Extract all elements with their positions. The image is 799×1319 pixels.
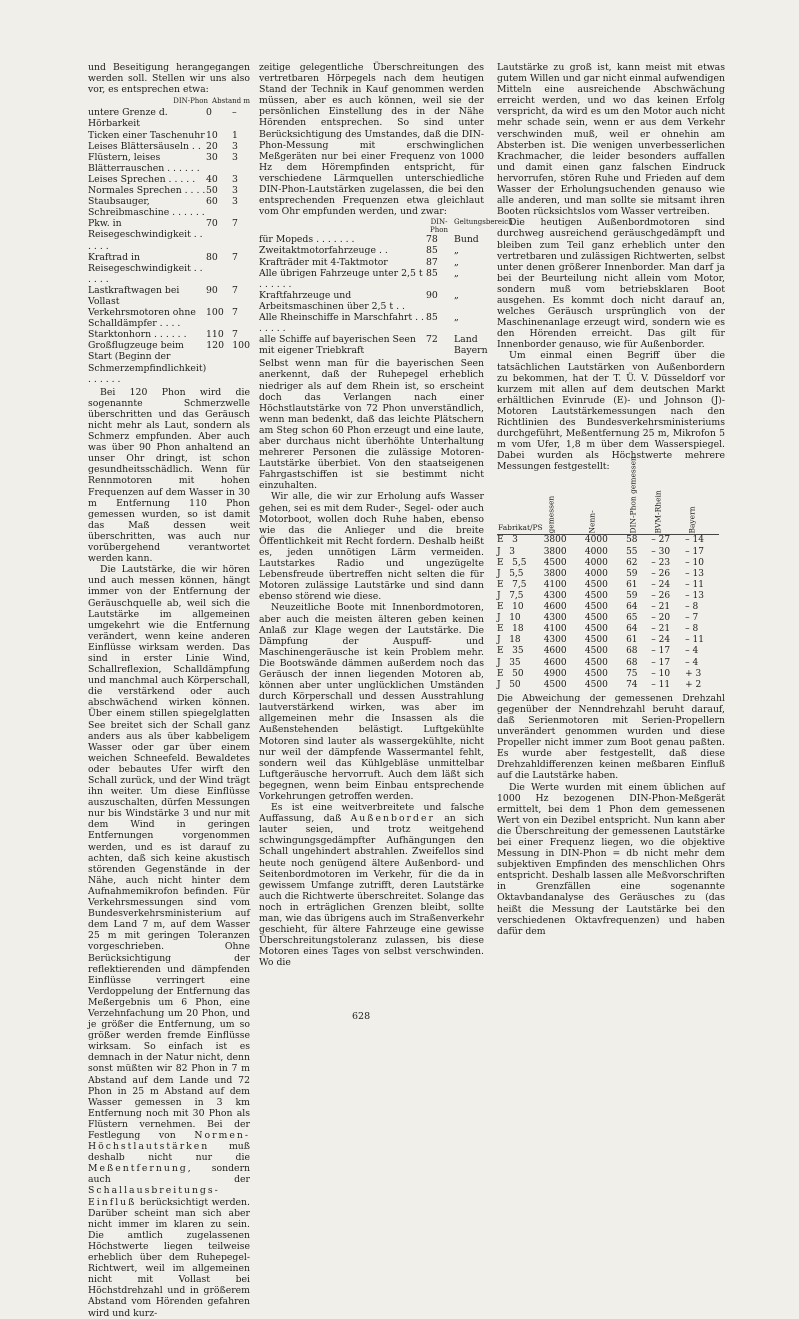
measurement-row [497, 580, 719, 591]
spaced-term: Meßentfernung [88, 1163, 188, 1175]
row-label: alle Schiffe auf bayerischen Seen mit eigener Triebkraft [259, 334, 416, 357]
column-1 [88, 62, 250, 1319]
row-label: Kraftfahrzeuge und Arbeitsmaschinen über 2,5 t . . [259, 289, 405, 312]
col3-p2: Die heutigen Außenbordmotoren sind durchweg ausreichend geräuschgedämpft und bleiben zum Teil ganz erheblich unter den vertretbaren und zulässigen Richtwerten, selbst unter denen größerer Innenborder. Man darf ja bei der Beurteilung nicht allein vom Motor, sondern muß vom betriebsklaren Boot ausgehen. Es kommt doch nicht darauf an, welches Geräusch ursprünglich von der Maschinenanlage erzeugt wird, sondern wie es den Hörenden erreicht. Das gilt für Innenborder genauso, wie für Außenborder. [497, 217, 725, 351]
row-phon: 20 [206, 140, 218, 152]
cell-bayern: – 13 [685, 568, 704, 579]
measurement-row [497, 680, 719, 691]
row-bereich: „ [454, 245, 459, 257]
header-fabrikat: Fabrikat/PS [497, 474, 544, 535]
loudness-table-row [88, 340, 250, 384]
cell-fabrikat: J 50 [497, 679, 521, 690]
cell-nenn: 4500 [584, 624, 608, 635]
row-label: Alle übrigen Fahrzeuge unter 2,5 t . . . . . . [259, 267, 423, 290]
cell-phon: 68 [626, 657, 638, 668]
measurement-row [497, 547, 719, 558]
measurement-row [497, 658, 719, 669]
row-bereich: „ [454, 311, 459, 323]
cell-phon: 59 [626, 568, 638, 579]
row-label: Lastkraftwagen bei Vollast [88, 284, 180, 307]
cell-bvm: – 11 [651, 679, 671, 690]
row-phon: 60 [206, 196, 218, 208]
cell-bvm: – 24 [651, 635, 671, 646]
cell-gemessen: 4500 [543, 557, 567, 568]
cell-phon: 75 [626, 668, 638, 679]
row-bereich: Bund [454, 234, 479, 246]
measurement-row [497, 602, 719, 613]
cell-nenn: 4500 [584, 679, 608, 690]
loudness-table-header [88, 96, 250, 107]
row-label: Alle Rheinschiffe in Marschfahrt . . . . . . . [259, 311, 424, 335]
row-label: Starktonhorn . . . . . . [88, 329, 187, 341]
header-phon: DIN-Phon [173, 97, 209, 106]
row-phon: 90 [426, 289, 438, 301]
row-abstand: 3 [232, 140, 238, 152]
row-label: Flüstern, leises Blätterrauschen . . . . . . [88, 151, 200, 174]
row-abstand: 3 [232, 173, 238, 185]
limits-table-row [259, 234, 484, 245]
row-label: Verkehrsmotoren ohne Schalldämpfer . . . . [88, 307, 196, 330]
cell-fabrikat: E 7,5 [497, 579, 527, 590]
spaced-term: Normen-Höchstlautstärken [88, 1130, 250, 1153]
cell-nenn: 4000 [584, 568, 608, 579]
limits-table-row [259, 245, 484, 256]
cell-fabrikat: E 35 [497, 646, 524, 657]
row-label: Pkw. in Reisegeschwindigkeit . . . . . . [88, 218, 203, 252]
loudness-table-row [88, 285, 250, 307]
header-din-phon: DIN-Phon [430, 218, 448, 235]
cell-bvm: – 26 [651, 568, 671, 579]
limits-table-row [259, 257, 484, 268]
cell-bvm: – 27 [651, 535, 671, 546]
loudness-table [88, 96, 250, 384]
loudness-table-row [88, 329, 250, 340]
row-label: Leises Sprechen . . . . . [88, 173, 196, 185]
measurement-row [497, 635, 719, 646]
cell-bayern: – 13 [685, 590, 704, 601]
cell-phon: 61 [626, 635, 638, 646]
row-label: Normales Sprechen . . . . [88, 185, 206, 197]
cell-bayern: – 11 [685, 579, 704, 590]
limits-table-row [259, 334, 488, 357]
row-phon: 72 [426, 334, 438, 346]
cell-bvm: – 17 [651, 657, 671, 668]
cell-phon: 68 [626, 646, 638, 657]
cell-gemessen: 4600 [543, 657, 567, 668]
header-nenn: Nenn- [585, 474, 626, 535]
cell-bayern: – 8 [685, 602, 699, 613]
row-abstand: 1 [232, 129, 238, 141]
row-abstand: 3 [232, 151, 238, 163]
cell-nenn: 4000 [584, 535, 608, 546]
measurement-row [497, 624, 719, 635]
row-abstand: 7 [232, 284, 238, 296]
cell-phon: 59 [626, 590, 638, 601]
cell-bayern: – 11 [685, 635, 704, 646]
cell-phon: 64 [626, 602, 638, 613]
cell-gemessen: 4300 [543, 613, 567, 624]
col2-p2: Selbst wenn man für die bayerischen Seen anerkennt, daß der Ruhepegel erheblich niedriger als auf dem Rhein ist, so erscheint doch das Verlangen nach einer Höchstlautstärke von 72 Phon unverständlich, wenn man bedenkt, daß das leichte Plätschern am Steg schon 60 Phon erzeugt und eine laute, aber durchaus nicht überhöhte Unterhaltung mehrerer Personen die zulässige Motoren-Lautstärke überbiet. Von den staatseigenen Fahrgastschiffen ist sie bestimmt nicht einzuhalten. [259, 358, 484, 492]
measurement-row [497, 646, 719, 657]
cell-fabrikat: J 3 [497, 546, 515, 557]
cell-nenn: 4500 [584, 635, 608, 646]
row-bereich: „ [454, 256, 459, 268]
measurement-row [497, 669, 719, 680]
row-abstand: 7 [232, 307, 238, 319]
cell-nenn: 4000 [584, 546, 608, 557]
cell-nenn: 4500 [584, 646, 608, 657]
row-phon: 0 [206, 107, 212, 119]
cell-bayern: + 2 [685, 679, 702, 690]
measurement-row [497, 613, 719, 624]
cell-bvm: – 17 [651, 646, 671, 657]
cell-bvm: – 21 [651, 602, 671, 613]
measurement-row [497, 569, 719, 580]
cell-phon: 74 [626, 679, 638, 690]
cell-bayern: – 4 [685, 657, 699, 668]
row-phon: 100 [206, 307, 224, 319]
cell-fabrikat: E 3 [497, 535, 518, 546]
row-phon: 87 [426, 256, 438, 268]
row-label: Staubsauger, Schreibmaschine . . . . . . [88, 196, 205, 219]
loudness-table-row [88, 174, 250, 185]
header-abstand: Abstand m [212, 97, 250, 106]
loudness-table-row [88, 252, 250, 285]
col2-p5: Es ist eine weitverbreitete und falsche Auffassung, daß Außenborder an sich lauter seien, und trotz weitgehend schwingungsgedämpfter Aufhängungen den Schall ungehindert abstrahlen. Zweifellos sind heute noch genügend ältere Außenbord- und Seitenbordmotoren im Verkehr, für die da in gewissem Umfange zutrifft, deren Lautstärke auch die Richtwerte überschreitet. Solange das noch in erträglichen Grenzen bleibt, sollte man, wie das übrigens auch im Straßenverkehr geschieht, für ältere Fahrzeuge eine gewisse Überschreitungstoleranz zulassen, bis diese Motoren eines Tages von selbst verschwinden. Wo die [259, 802, 484, 969]
row-phon: 78 [426, 234, 438, 246]
row-abstand: 7 [232, 329, 238, 341]
header-dinphon: DIN-Phon gemessen [626, 474, 651, 535]
limits-table-row [259, 290, 484, 312]
loudness-table-row [88, 185, 250, 196]
cell-fabrikat: J 5,5 [497, 568, 524, 579]
measurement-row [497, 535, 719, 547]
row-label: Großflugzeuge beim Start (Beginn der Schmerzempfindlichkeit) . . . . . . [88, 340, 207, 385]
cell-nenn: 4500 [584, 613, 608, 624]
row-phon: 10 [206, 129, 218, 141]
row-label: Kraftrad in Reisegeschwindigkeit . . . . . . [88, 251, 203, 285]
row-bereich: „ [454, 289, 459, 301]
cell-bvm: – 30 [651, 546, 671, 557]
row-abstand: 7 [232, 218, 238, 230]
cell-bayern: – 14 [685, 535, 704, 546]
loudness-table-row [88, 218, 250, 251]
cell-fabrikat: E 50 [497, 668, 524, 679]
cell-fabrikat: J 18 [497, 635, 521, 646]
cell-gemessen: 4100 [543, 579, 567, 590]
measurement-table [497, 456, 719, 690]
row-bereich: Land Bayern [454, 334, 488, 357]
col1-p1: Bei 120 Phon wird die sogenannte Schmerzwelle überschritten und das Geräusch nicht mehr als Laut, sondern als Schmerz empfunden. Aber auch was über 90 Phon anhaltend an unser Ohr dringt, ist schon gesundheitsschädlich. Wenn für Rennmotoren mit hohen Frequenzen auf dem Wasser in 30 m Entfernung 110 Phon gemessen wurden, so ist damit das Maß dessen weit überschritten, was auch nur vorübergehend verantwortet werden kann. [88, 386, 250, 565]
row-abstand: 100 [232, 340, 250, 352]
cell-bayern: – 4 [685, 646, 699, 657]
row-label: Leises Blättersäuseln . . [88, 140, 201, 152]
col3-p4: Die Abweichung der gemessenen Drehzahl gegenüber der Nenndrehzahl beruht darauf, daß Serienmotoren mit Serien-Propellern unverändert genommen wurden und diese Propeller nicht immer zum Boot genau paßten. Es wurde aber festgestellt, daß diese Drehzahldifferenzen keinen meßbaren Einfluß auf die Lautstärke haben. [497, 692, 725, 782]
row-label: Zweitaktmotorfahrzeuge . . [259, 245, 388, 257]
header-bvm: BVM-Rhein [651, 474, 685, 535]
row-phon: 30 [206, 151, 218, 163]
cell-fabrikat: E 10 [497, 602, 524, 613]
cell-fabrikat: J 10 [497, 613, 521, 624]
cell-bayern: – 8 [685, 624, 699, 635]
col2-p3: Wir alle, die wir zur Erholung aufs Wasser gehen, sei es mit dem Ruder-, Segel- oder auch Motorboot, wollen doch Ruhe haben, ebenso wie das die Anlieger und die breite Öffentlichkeit mit Recht fordern. Deshalb heißt es, jeden unnötigen Lärm vermeiden. Lautstarkes Radio und ungezügelte Lebensfreude übertreffen nicht selten die für Motoren zulässige Lautstärke und sind dann ebenso störend wie diese. [259, 491, 484, 603]
cell-gemessen: 3800 [543, 546, 567, 557]
cell-bayern: – 7 [685, 613, 699, 624]
row-phon: 70 [206, 218, 218, 230]
row-phon: 110 [206, 329, 224, 341]
limits-table-row [259, 268, 484, 290]
row-phon: 50 [206, 185, 218, 197]
spaced-term: Schallausbreitungs-Einfluß [88, 1185, 220, 1208]
cell-nenn: 4500 [584, 668, 608, 679]
cell-bvm: – 21 [651, 624, 671, 635]
cell-nenn: 4500 [584, 657, 608, 668]
cell-gemessen: 4600 [543, 646, 567, 657]
cell-bvm: – 24 [651, 579, 671, 590]
cell-gemessen: 4100 [543, 624, 567, 635]
col3-p3: Um einmal einen Begriff über die tatsächlichen Lautstärken von Außenbordern zu bekommen, hat der T. Ü. V. Düsseldorf vor kurzem mit allen auf dem deutschen Markt erhältlichen Evinrude (E)- und Johnson (J)-Motoren Lautstärkemessungen nach den Richtlinien des Bundesverkehrsministeriums durchgeführt, Meßentfernung 25 m, Mikrofon 5 m vom Ufer, 1,8 m über dem Wasserspiegel. Dabei wurden als Höchstwerte mehrere Messungen festgestellt: [497, 350, 725, 473]
cell-nenn: 4000 [584, 557, 608, 568]
loudness-table-row [88, 152, 250, 174]
cell-bayern: – 17 [685, 546, 704, 557]
cell-gemessen: 4300 [543, 590, 567, 601]
loudness-table-row [88, 196, 250, 218]
header-gemessen: gemessen [544, 474, 585, 535]
row-label: untere Grenze d. Hörbarkeit [88, 107, 168, 130]
row-phon: 40 [206, 173, 218, 185]
cell-nenn: 4500 [584, 579, 608, 590]
cell-gemessen: 3800 [543, 535, 567, 546]
loudness-table-row [88, 107, 250, 129]
cell-gemessen: 4500 [543, 679, 567, 690]
cell-phon: 62 [626, 557, 638, 568]
cell-phon: 64 [626, 624, 638, 635]
cell-gemessen: 3800 [543, 568, 567, 579]
row-abstand: – [232, 107, 237, 119]
cell-nenn: 4500 [584, 590, 608, 601]
row-label: Ticken einer Taschenuhr [88, 129, 205, 141]
row-label: für Mopeds . . . . . . . [259, 234, 355, 246]
row-phon: 85 [426, 311, 438, 323]
column-3 [497, 62, 725, 937]
cell-fabrikat: E 5,5 [497, 557, 527, 568]
row-phon: 85 [426, 267, 438, 279]
cell-gemessen: 4300 [543, 635, 567, 646]
col3-p1: Lautstärke zu groß ist, kann meist mit etwas gutem Willen und gar nicht einmal aufwendigen Mitteln eine ausreichende Abschwächung erreicht werden, und wo das keinen Erfolg verspricht, da wird es um den Motor auch nicht mehr schade sein, wenn er aus dem Verkehr verschwinden muß, weil er ohnehin am Absterben ist. Die wenigen unverbesserlichen Krachmacher, die leider besonders auffallen und damit einen ganz falschen Eindruck hervorrufen, stören Ruhe und Frieden auf dem Wasser der Erholungsuchenden genauso wie alle anderen, und man sollte sie mitsamt ihren Booten rücksichtslos vom Wasser vertreiben. [497, 62, 725, 218]
limits-table-header [259, 218, 513, 235]
row-phon: 85 [426, 245, 438, 257]
cell-fabrikat: J 35 [497, 657, 521, 668]
row-phon: 120 [206, 340, 224, 352]
spaced-term: Außenborder [350, 813, 435, 825]
limits-table-row [259, 312, 484, 334]
row-phon: 80 [206, 251, 218, 263]
cell-phon: 65 [626, 613, 638, 624]
cell-bayern: + 3 [685, 668, 702, 679]
col2-p4: Neuzeitliche Boote mit Innenbordmotoren, aber auch die meisten älteren geben keinen Anlaß zur Klage wegen der Lautstärke. Die Dämpfung der Auspuff- und Maschinengeräusche ist kein Problem mehr. Die Bootswände dämmen außerdem noch das Geräusch der innen liegenden Motoren ab, können aber unter unglücklichen Umständen durch Körperschall und dessen Ausstrahlung lautverstärkend wirken, was aber im allgemeinen mehr die Insassen als die Außenstehenden belästigt. Luftgekühlte Motoren sind lauter als wassergekühlte, nicht nur weil der dämpfende Wassermantel fehlt, sondern weil das Kühlgebläse unmittelbar Luftgeräusche hervorruft. Auch dem läßt sich begegnen, wenn beim Einbau entsprechende Vorkehrungen getroffen werden. [259, 602, 484, 802]
col1-intro: und Beseitigung herangegangen werden soll. Stellen wir uns also vor, es entsprechen etwa: [88, 62, 250, 96]
loudness-table-row [88, 307, 250, 329]
cell-gemessen: 4900 [543, 668, 567, 679]
cell-bvm: – 10 [651, 668, 671, 679]
cell-fabrikat: E 18 [497, 624, 524, 635]
page-number: 628 [352, 1011, 371, 1022]
row-bereich: „ [454, 267, 459, 279]
col2-p1: zeitige gelegentliche Überschreitungen des vertretbaren Hörpegels nach dem heutigen Stand der Technik in Kauf genommen werden müssen, aber es auch können, weil sie der persönlichen Einstellung des in der Nähe Hörenden entsprechen. So sind unter Berücksichtigung des Umstandes, daß die DIN-Phon-Messung mit erschwinglichen Meßgeräten nur bei einer Frequenz von 1000 Hz dem Hörempfinden entspricht, für verschiedene Lärmquellen unterschiedliche DIN-Phon-Lautstärken zugelassen, die bei den entsprechenden Frequenzen etwa gleichlaut vom Ohr empfunden werden, und zwar: [259, 62, 484, 218]
loudness-table-row [88, 130, 250, 141]
cell-bvm: – 23 [651, 557, 671, 568]
measurement-row [497, 558, 719, 569]
cell-nenn: 4500 [584, 602, 608, 613]
col1-p2: Die Lautstärke, die wir hören und auch messen können, hängt immer von der Entfernung der Geräuschquelle ab, weil sich die Lautstärke im allgemeinen umgekehrt wie die Entfernung verändert, wenn keine anderen Einflüsse wirksam werden. Das sind in erster Linie Wind, Schallreflexion, Schalldämpfung und manchmal auch Körperschall, die verstärkend oder auch abschwächend wirken können. Über einem stillen spiegelglatten See breitet sich der Schall ganz anders aus als über kabbeligem Wasser oder gar über einem weichen Schneefeld. Bewaldetes oder bebautes Ufer wirft den Schall zurück, und der Wind trägt ihn weiter. Um diese Einflüsse auszuschalten, dürfen Messungen nur bis Windstärke 3 und nur mit dem Wind in geringen Entfernungen vorgenommen werden, und es ist darauf zu achten, daß sich keine akustisch störenden Gegenstände in der Nähe, auch nicht hinter dem Aufnahmemikrofon befinden. Für Verkehrsmessungen sind vom Bundesverkehrsministerium auf dem Land 7 m, auf dem Wasser 25 m mit geringen Toleranzen vorgeschrieben. Ohne Berücksichtigung der reflektierenden und dämpfenden Einflüsse verringert eine Verdoppelung der Entfernung das Meßergebnis um 6 Phon, eine Verzehnfachung um 20 Phon, und je größer die Entfernung, um so größer werden fremde Einflüsse wirksam. So einfach ist es demnach in der Natur nicht, denn sonst müßten wir 82 Phon in 7 m Abstand auf dem Lande und 72 Phon in 25 m Abstand auf dem Wasser gemessen in 3 km Entfernung noch mit 30 Phon als Flüstern vernehmen. Bei der Festlegung von Normen-Höchstlautstärken muß deshalb nicht nur die Meßentfernung, sondern auch der Schallausbreitungs-Einfluß berücksichtigt werden. Darüber scheint man sich aber nicht immer im klaren zu sein. Die amtlich zugelassenen Höchstwerte liegen teilweise erheblich über dem Ruhepegel-Richtwert, weil im allgemeinen nicht mit Vollast bei Höchstdrehzahl und in größerem Abstand vom Hörenden gefahren wird und kurz- [88, 564, 250, 1319]
cell-fabrikat: J 7,5 [497, 590, 524, 601]
measurement-row [497, 591, 719, 602]
row-abstand: 3 [232, 185, 238, 197]
cell-bvm: – 20 [651, 613, 671, 624]
limits-table [259, 218, 513, 357]
cell-phon: 61 [626, 579, 638, 590]
cell-bvm: – 26 [651, 590, 671, 601]
loudness-table-row [88, 141, 250, 152]
row-label: Krafträder mit 4-Taktmotor [259, 256, 388, 268]
row-abstand: 3 [232, 196, 238, 208]
header-bayern: Bayern [685, 474, 719, 535]
cell-phon: 55 [626, 546, 638, 557]
header-geltungsbereich: Geltungsbereich [454, 218, 513, 227]
col3-p5: Die Werte wurden mit einem üblichen auf 1000 Hz bezogenen DIN-Phon-Meßgerät ermittelt, bei dem 1 Phon dem gemessenen Wert von ein Dezibel entspricht. Nun kann aber die Überschreitung der gemessenen Lautstärke bei einer Frequenz liegen, wo die objektive Messung in DIN-Phon = db nicht mehr dem subjektiven Empfinden des menschlichen Ohrs entspricht. Deshalb lassen alle Meßvorschriften in Grenzfällen eine sogenannte Oktavbandanalyse des Geräusches zu (das heißt die Messung der Lautstärke bei den verschiedenen Oktavfrequenzen) und haben dafür dem [497, 781, 725, 937]
cell-bayern: – 10 [685, 557, 704, 568]
row-abstand: 7 [232, 251, 238, 263]
row-phon: 90 [206, 284, 218, 296]
cell-gemessen: 4600 [543, 602, 567, 613]
cell-phon: 58 [626, 535, 638, 546]
